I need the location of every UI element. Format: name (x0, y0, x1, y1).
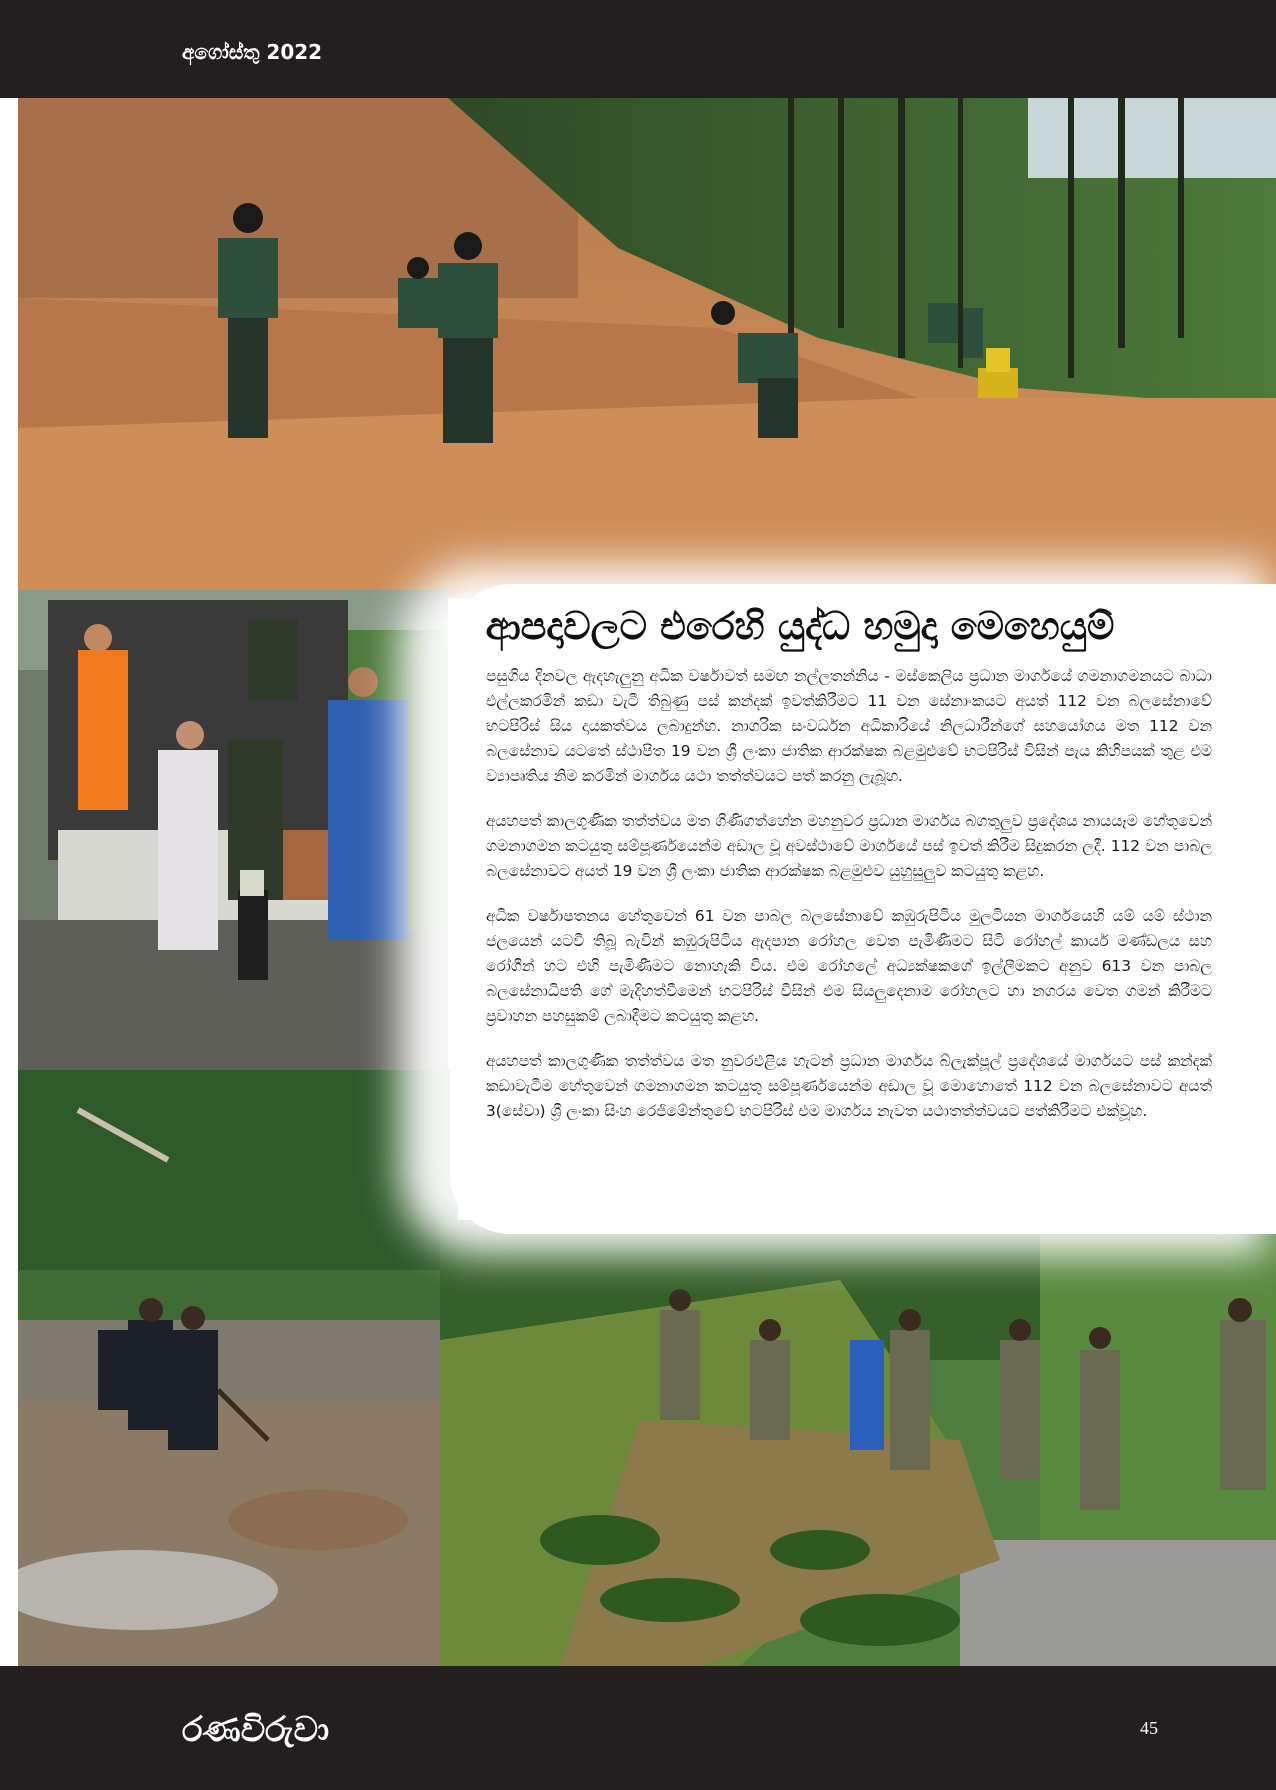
fallen-trees-clearing-photo (440, 1220, 1276, 1666)
footer-bar (0, 1666, 1276, 1790)
article-panel (450, 584, 1276, 1234)
page-number: 45 (1140, 1718, 1158, 1738)
article-body (486, 664, 1212, 1144)
article-paragraph: පසුගිය දිනවල ඇදහැලුනු අධික වර්ෂාවත් සමඟ නල්ලතන්නිය - මස්කෙලිය ප්‍රධාන මාර්ගයේ ගමනාගමනයට බාධා එල්ලකරමින් කඩා වැටී තිබුණු පස් කන්දක් ඉවත්කිරීමට 11 වන සේනාංකයට අයත් 112 වන බලසේනාවේ භටපිරිස් සිය දායකත්වය ලබාදුන්හ. නාගරික සංවර්ධන අධිකාරියේ නිලධාරීන්ගේ සහයෝගය මත 112 වන බලසේනාව යටතේ ස්ථාපිත 19 වන ශ්‍රී ලංකා ජාතික ආරක්ෂක බළමුළුවේ භටපිරිස් විසින් පැය කිහිපයක් තුළ එම ව්‍යාපෘතිය නිම කරමින් මාර්ගය යථා තත්ත්වයට පත් කරනු ලැබූහ. (486, 667, 1212, 785)
issue-date: අගෝස්තු 2022 (182, 40, 323, 64)
article-paragraph: අයහපත් කාලගුණික තත්ත්වය මත ගිණිගත්හේන මහනුවර ප්‍රධාන මාර්ගය බගතුලුව ප්‍රදේශය නායයෑම හේතුවෙන් ගමනාගමන කටයුතු සම්පූර්ණයෙන්ම අඩාල වූ අවස්ථාවේ මාර්ගයේ පස් ඉවත් කිරීම සිදුකරන ලදී. 112 වන පාබල බලසේනාවට අයත් 19 වන ශ්‍රී ලංකා ජාතික ආරක්ෂක බළමුළුව යුහුසුලුව කටයුතු කළහ. (486, 812, 1212, 880)
flooded-road-clearing-photo (18, 1070, 458, 1666)
article-title: ආපදාවලට එරෙහි යුද්ධ හමුදා මෙහෙයුම් (485, 604, 1115, 648)
article-paragraph: අධික වර්ෂාපතනය හේතුවෙන් 61 වන පාබල බලසේනාවේ කඹුරුපිටිය මුලටියන මාර්ගයෙහි යම් යම් ස්ථාන ජලයෙන් යටවී තිබූ බැවින් කඹුරුපිටිය ඇදපාන රෝහල වෙත පැමිණීමට සිටි රෝහල් කාර්ය මණ්ඩලය සහ රෝගීන් හට එහි පැමිණීමට නොහැකි විය. එම රෝහලේ අධ්‍යක්ෂකගේ ඉල්ලීමකට අනුව 613 වන පාබල බලසේනාධිපති ගේ මැදිහත්වීමෙන් භටපිරිස් විසින් එම සියලුදෙනාම රෝහලට හා නගරය වෙත ගමන් කිරීමට ප්‍රවාහන පහසුකම් ලබාදීමට කටයුතු කළහ. (486, 907, 1212, 1025)
magazine-name: රණවිරුවා (182, 1710, 330, 1750)
hospital-transport-photo (18, 590, 448, 1080)
article-paragraph: අයහපත් කාලගුණික තත්ත්වය මත නුවරඑළිය හැටන් ප්‍රධාන මාර්ගය බ්ලැක්පූල් ප්‍රදේශයේ මාර්ගයට පස් කන්දක් කඩාවැටීම හේතුවෙන් ගමනාගමන කටයුතු සම්පූර්ණයෙන්ම අඩාල වූ මොහොතේ 112 වන බලසේනාවට අයත් 3(සේවා) ශ්‍රී ලංකා සිංහ රෙජිමේන්තුවේ භටපිරිස් එම මාර්ගය නැවත යථාතත්ත්වයට පත්කිරීමට එක්වූහ. (486, 1052, 1212, 1120)
header-bar (0, 0, 1276, 98)
landslide-clearing-photo (18, 98, 1276, 598)
